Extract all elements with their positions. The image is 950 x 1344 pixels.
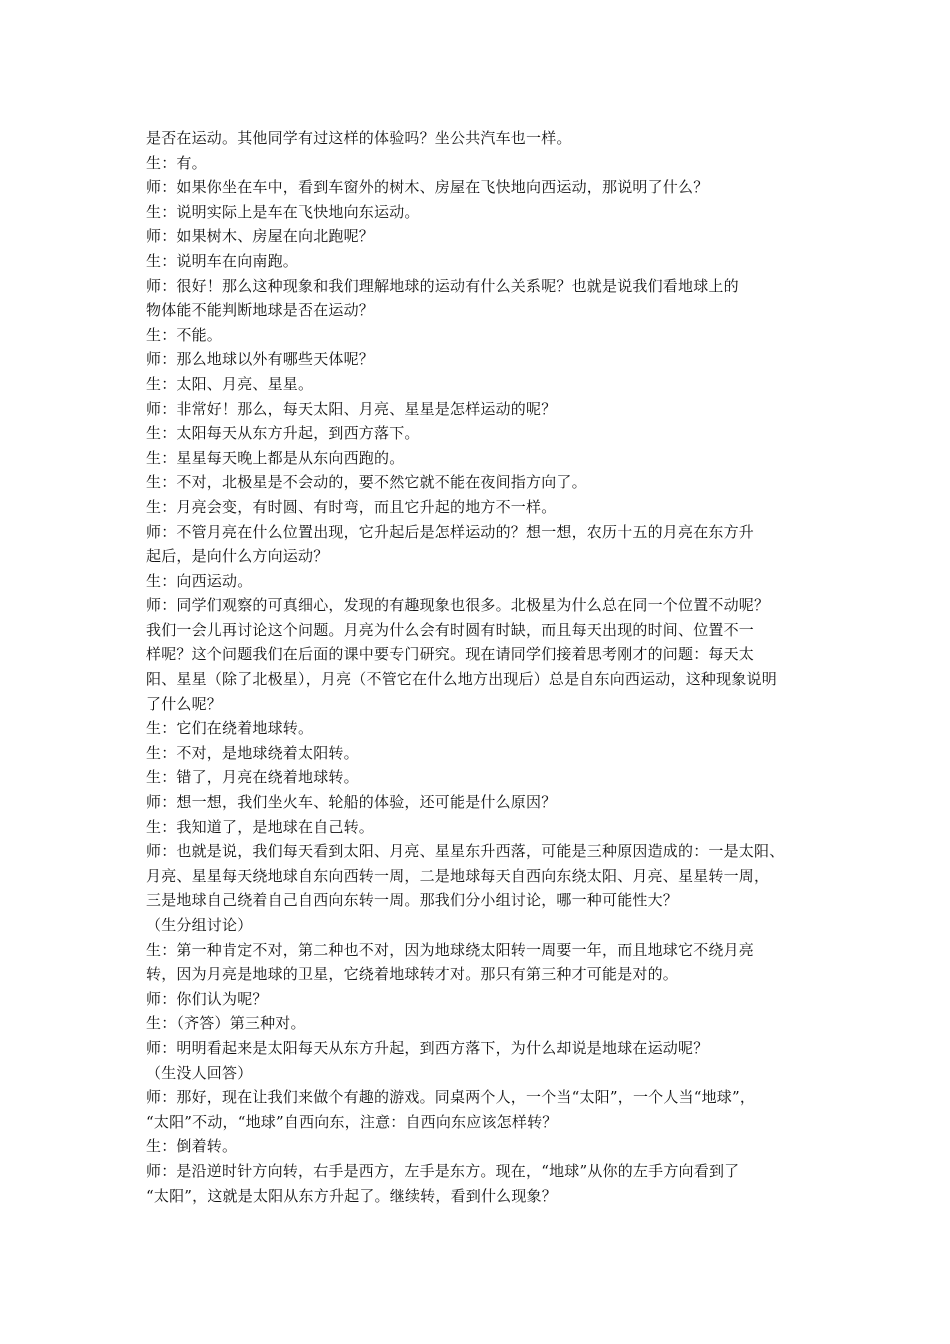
text-line: 师：非常好！那么，每天太阳、月亮、星星是怎样运动的呢？	[146, 399, 557, 418]
text-line: 师：你们认为呢？	[146, 989, 268, 1008]
text-line: 样呢？这个问题我们在后面的课中要专门研究。现在请同学们接着思考刚才的问题：每天太	[146, 645, 755, 664]
document-page	[146, 126, 826, 1208]
text-line: 师：如果你坐在车中，看到车窗外的树木、房屋在飞快地向西运动，那说明了什么？	[146, 178, 709, 197]
text-line: 生：有。	[146, 153, 207, 172]
text-line: 生：月亮会变，有时圆、有时弯，而且它升起的地方不一样。	[146, 497, 557, 516]
text-line: 生：说明实际上是车在飞快地向东运动。	[146, 202, 420, 221]
text-line: 转，因为月亮是地球的卫星，它绕着地球转才对。那只有第三种才可能是对的。	[146, 965, 679, 984]
text-line: 我们一会儿再讨论这个问题。月亮为什么会有时圆有时缺，而且每天出现的时间、位置不一	[146, 620, 755, 639]
text-line: 生：我知道了，是地球在自己转。	[146, 817, 375, 836]
text-line: 生：说明车在向南跑。	[146, 251, 299, 270]
text-line: 生：不对，北极星是不会动的，要不然它就不能在夜间指方向了。	[146, 473, 587, 492]
text-line: 师：明明看起来是太阳每天从东方升起，到西方落下，为什么却说是地球在运动呢？	[146, 1038, 709, 1057]
text-line: 月亮、星星每天绕地球自东向西转一周，二是地球每天自西向东绕太阳、月亮、星星转一周，	[146, 866, 770, 885]
text-line: 生：太阳、月亮、星星。	[146, 374, 314, 393]
text-line: 三是地球自己绕着自己自西向东转一周。那我们分小组讨论，哪一种可能性大？	[146, 891, 679, 910]
text-line: 生：它们在绕着地球转。	[146, 719, 314, 738]
text-line: 是否在运动。其他同学有过这样的体验吗？坐公共汽车也一样。	[146, 129, 572, 147]
text-line: 师：也就是说，我们每天看到太阳、月亮、星星东升西落，可能是三种原因造成的：一是太阳、	[146, 842, 785, 861]
text-line: 师：不管月亮在什么位置出现，它升起后是怎样运动的？想一想，农历十五的月亮在东方升	[146, 522, 755, 541]
text-line: 生：（齐答）第三种对。	[146, 1014, 306, 1033]
text-line: 了什么呢？	[146, 694, 223, 713]
text-line: 生：太阳每天从东方升起，到西方落下。	[146, 424, 420, 443]
text-line: 生：星星每天晚上都是从东向西跑的。	[146, 448, 405, 467]
text-line: “太阳”不动，“地球”自西向东，注意：自西向东应该怎样转？	[146, 1112, 558, 1131]
text-line: 师：同学们观察的可真细心，发现的有趣现象也很多。北极星为什么总在同一个位置不动呢？	[146, 596, 770, 615]
text-line: 生：不对，是地球绕着太阳转。	[146, 743, 359, 762]
text-line: 师：很好！那么这种现象和我们理解地球的运动有什么关系呢？也就是说我们看地球上的	[146, 276, 739, 295]
text-line: 物体能不能判断地球是否在运动？	[146, 301, 375, 320]
text-line: 阳、星星（除了北极星），月亮（不管它在什么地方出现后）总是自东向西运动，这种现象说明	[146, 670, 777, 689]
text-line: 师：如果树木、房屋在向北跑呢？	[146, 227, 375, 246]
text-line: 生：第一种肯定不对，第二种也不对，因为地球绕太阳转一周要一年，而且地球它不绕月亮	[146, 940, 755, 959]
text-line: 师：那么地球以外有哪些天体呢？	[146, 350, 375, 369]
text-line: 生：向西运动。	[146, 571, 253, 590]
text-line: （生分组讨论）	[146, 916, 253, 934]
text-line: 起后，是向什么方向运动？	[146, 547, 329, 566]
text-line: 师：那好，现在让我们来做个有趣的游戏。同桌两个人，一个当“太阳”，一个人当“地球”，	[146, 1088, 756, 1107]
text-line: 生：不能。	[146, 325, 223, 344]
text-line: 师：是沿逆时针方向转，右手是西方，左手是东方。现在，“地球”从你的左手方向看到了	[146, 1161, 740, 1180]
text-line: 师：想一想，我们坐火车、轮船的体验，还可能是什么原因？	[146, 793, 557, 812]
text-line: “太阳”，这就是太阳从东方升起了。继续转，看到什么现象？	[146, 1186, 557, 1205]
text-line: 生：错了，月亮在绕着地球转。	[146, 768, 359, 787]
text-line: （生没人回答）	[146, 1063, 253, 1082]
text-line: 生：倒着转。	[146, 1137, 238, 1156]
